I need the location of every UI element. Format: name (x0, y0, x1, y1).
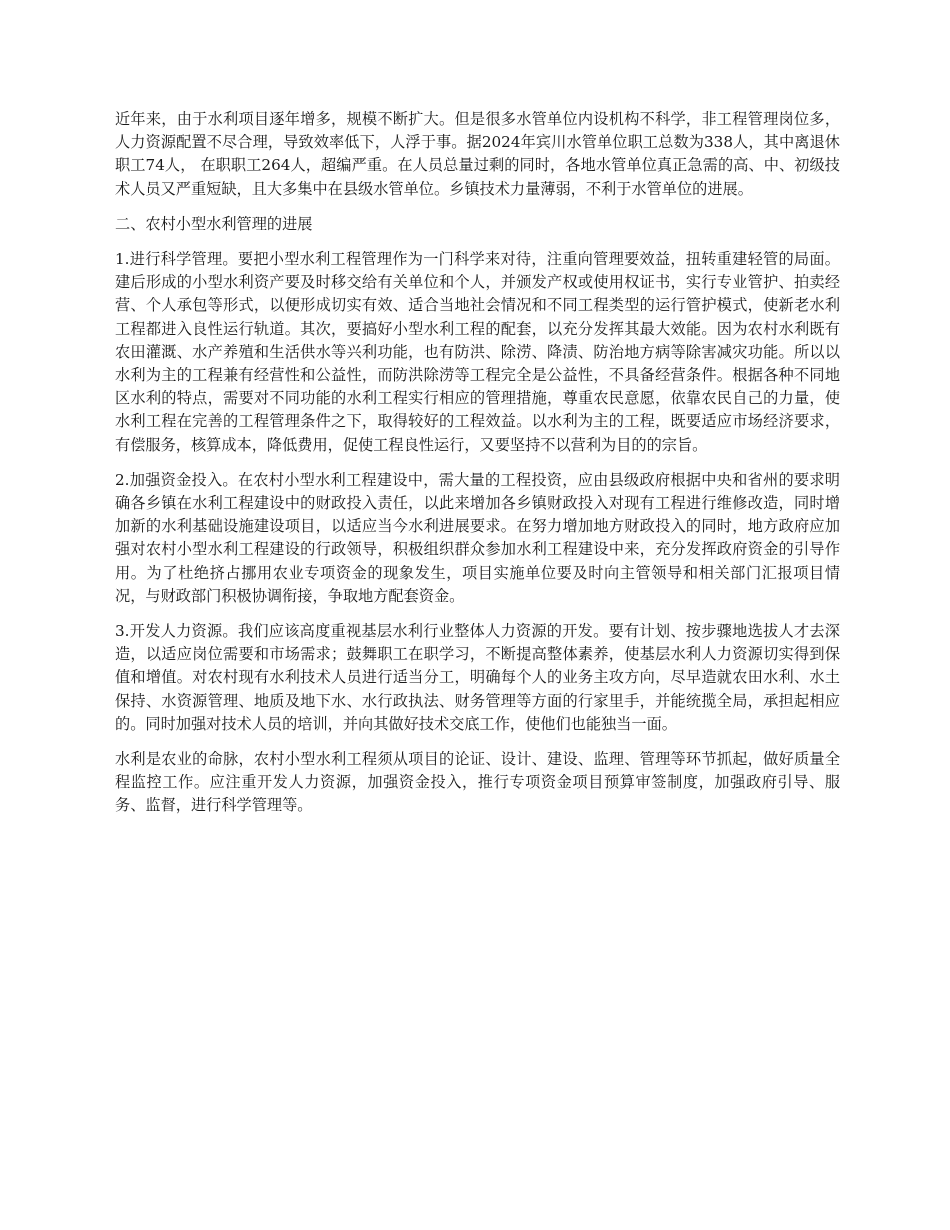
section-heading: 二、农村小型水利管理的进展 (115, 214, 313, 233)
paragraph-funding-investment: 2.加强资金投入。在农村小型水利工程建设中，需大量的工程投资，应由县级政府根据中央和省州的要求明确各乡镇在水利工程建设中的财政投入责任，以此来增加各乡镇财政投入对现有工程进行维修改造，同时增加新的水利基础设施建设项目，以适应当今水利进展要求。在努力增加地方财政投入的同时，地方政府应加强对农村小型水利工程建设的行政领导，积极组织群众参加水利工程建设中来，充分发挥政府资金的引导作用。为了杜绝挤占挪用农业专项资金的现象发生，项目实施单位要及时向主管领导和相关部门汇报项目情况，与财政部门积极协调衔接，争取地方配套资金。 (115, 470, 840, 605)
document-body (115, 108, 840, 830)
paragraph-conclusion: 水利是农业的命脉，农村小型水利工程须从项目的论证、设计、建设、监理、管理等环节抓起，做好质量全程监控工作。应注重开发人力资源，加强资金投入，推行专项资金项目预算审签制度，加强政府引导、服务、监督，进行科学管理等。 (115, 750, 840, 815)
paragraph-staffing-issues: 近年来，由于水利项目逐年增多，规模不断扩大。但是很多水管单位内设机构不科学，非工程管理岗位多，人力资源配置不尽合理，导致效率低下，人浮于事。据2024年宾川水管单位职工总数为338人，其中离退休职工74人， 在职职工264人，超编严重。在人员总量过剩的同时，各地水管单位真正急需的高、中、初级技术人员又严重短缺，且大多集中在县级水管单位。乡镇技术力量薄弱，不利于水管单位的进展。 (115, 110, 840, 198)
paragraph-scientific-management: 1.进行科学管理。要把小型水利工程管理作为一门科学来对待，注重向管理要效益，扭转重建轻管的局面。建后形成的小型水利资产要及时移交给有关单位和个人，并颁发产权或使用权证书，实行专业管护、拍卖经营、个人承包等形式，以便形成切实有效、适合当地社会情况和不同工程类型的运行管护模式，使新老水利工程都进入良性运行轨道。其次，要搞好小型水利工程的配套，以充分发挥其最大效能。因为农村水利既有农田灌溉、水产养殖和生活供水等兴利功能，也有防洪、除涝、降渍、防治地方病等除害减灾功能。所以以水利为主的工程兼有经营性和公益性，而防洪除涝等工程完全是公益性，不具备经营条件。根据各种不同地区水利的特点，需要对不同功能的水利工程实行相应的管理措施，尊重农民意愿，依靠农民自己的力量，使水利工程在完善的工程管理条件之下，取得较好的工程效益。以水利为主的工程，既要适应市场经济要求，有偿服务，核算成本，降低费用，促使工程良性运行，又要坚持不以营利为目的的宗旨。 (115, 250, 840, 454)
paragraph-human-resources: 3.开发人力资源。我们应该高度重视基层水利行业整体人力资源的开发。要有计划、按步骤地选拔人才去深造，以适应岗位需要和市场需求；鼓舞职工在职学习，不断提高整体素养，使基层水利人力资源切实得到保值和增值。对农村现有水利技术人员进行适当分工，明确每个人的业务主攻方向，尽早造就农田水利、水土保持、水资源管理、地质及地下水、水行政执法、财务管理等方面的行家里手，并能统揽全局，承担起相应的。同时加强对技术人员的培训，并向其做好技术交底工作，使他们也能独当一面。 (115, 622, 840, 733)
